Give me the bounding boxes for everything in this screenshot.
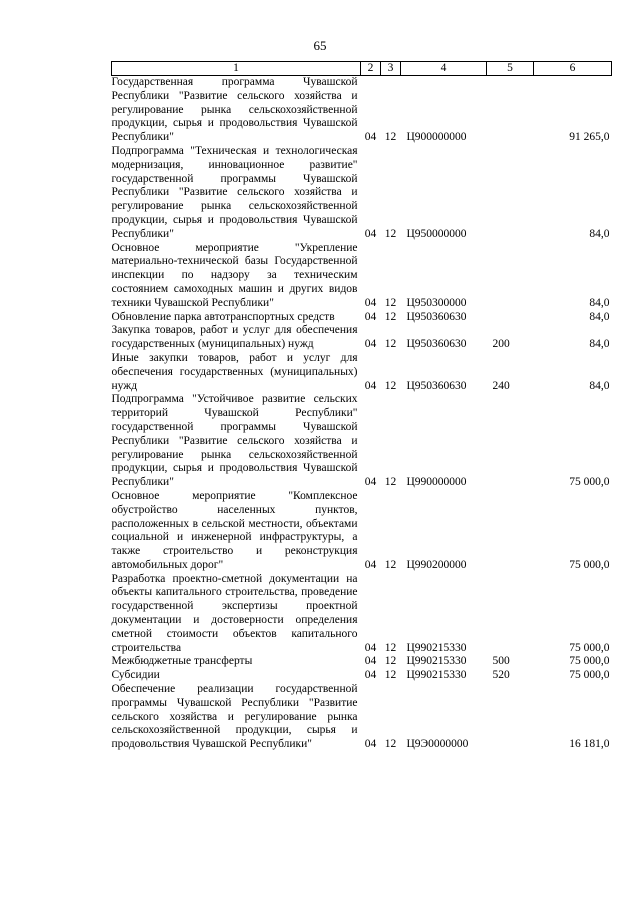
table-row [112, 393, 612, 490]
row-subsection: 12 [384, 227, 397, 240]
header-col-1: 1 [112, 62, 361, 76]
table-row [112, 669, 612, 683]
row-subsection: 12 [384, 669, 397, 682]
row-target-article: Ц900000000 [406, 131, 467, 144]
row-name: Обновление парка автотранспортных средств [111, 310, 335, 323]
row-amount: 75 000,0 [569, 641, 610, 654]
table-row [112, 490, 612, 573]
row-expense-type: 200 [492, 338, 510, 351]
row-amount: 75 000,0 [569, 558, 610, 571]
table-row [112, 573, 612, 656]
row-subsection: 12 [384, 738, 397, 751]
row-section: 04 [364, 131, 377, 144]
page-number: 65 [313, 38, 327, 53]
row-target-article: Ц990200000 [406, 558, 467, 571]
row-name: Основное мероприятие "Комплексное обустройство населенных пунктов, расположенных в сельской местности, объектами социальной и инженерной инфраструктуры, а также строительство и реконструкция автомобильных дорог" [111, 489, 358, 571]
budget-table [111, 61, 612, 752]
row-target-article: Ц950360630 [406, 379, 467, 392]
row-subsection: 12 [384, 131, 397, 144]
row-amount: 16 181,0 [569, 738, 610, 751]
row-section: 04 [364, 310, 377, 323]
table-row [112, 655, 612, 669]
table-header [112, 62, 612, 76]
row-expense-type [487, 311, 534, 325]
row-expense-type [487, 145, 534, 242]
row-target-article: Ц950360630 [406, 310, 467, 323]
row-name: Закупка товаров, работ и услуг для обеспечения государственных (муниципальных) нужд [111, 324, 358, 351]
row-name: Основное мероприятие "Укрепление материально-технической базы Государственной инспекции по надзору за техническим состоянием самоходных машин и других видов техники Чувашской Республики" [111, 241, 358, 309]
row-section: 04 [364, 641, 377, 654]
row-section: 04 [364, 338, 377, 351]
row-target-article: Ц990000000 [406, 476, 467, 489]
row-expense-type: 520 [492, 669, 510, 682]
table-row [112, 242, 612, 311]
row-target-article: Ц990215330 [406, 641, 467, 654]
row-amount: 84,0 [589, 379, 610, 392]
row-expense-type [487, 242, 534, 311]
row-subsection: 12 [384, 655, 397, 668]
table-row [112, 683, 612, 752]
row-amount: 84,0 [589, 227, 610, 240]
row-target-article: Ц950000000 [406, 227, 467, 240]
header-col-4: 4 [401, 62, 487, 76]
row-expense-type: 240 [492, 379, 510, 392]
row-target-article: Ц950360630 [406, 338, 467, 351]
row-amount: 75 000,0 [569, 655, 610, 668]
row-subsection: 12 [384, 558, 397, 571]
table-row [112, 145, 612, 242]
row-subsection: 12 [384, 310, 397, 323]
row-amount: 75 000,0 [569, 476, 610, 489]
row-amount: 84,0 [589, 310, 610, 323]
row-expense-type [487, 393, 534, 490]
row-subsection: 12 [384, 296, 397, 309]
row-section: 04 [364, 227, 377, 240]
row-section: 04 [364, 476, 377, 489]
row-expense-type [487, 76, 534, 145]
header-col-6: 6 [534, 62, 612, 76]
row-amount: 91 265,0 [569, 131, 610, 144]
header-row [112, 62, 612, 76]
row-amount: 84,0 [589, 338, 610, 351]
header-col-3: 3 [381, 62, 401, 76]
row-subsection: 12 [384, 641, 397, 654]
row-subsection: 12 [384, 476, 397, 489]
row-amount: 84,0 [589, 296, 610, 309]
table-body [112, 76, 612, 753]
row-name: Межбюджетные трансферты [111, 655, 253, 668]
table-row [112, 311, 612, 325]
row-target-article: Ц9Э0000000 [406, 738, 469, 751]
row-section: 04 [364, 379, 377, 392]
row-name: Подпрограмма "Техническая и технологическая модернизация, инновационное развитие" государственной программы Чувашской Республики "Развитие сельского хозяйства и регулирование рынка сельскохозяйственной продукции, сырья и продовольствия Чувашской Республики" [111, 144, 358, 240]
row-expense-type [487, 573, 534, 656]
row-name: Подпрограмма "Устойчивое развитие сельских территорий Чувашской Республики" государственной программы Чувашской Республики "Развитие сельского хозяйства и регулирование рынка сельскохозяйственной продукции, сырья и продовольствия Чувашской Республики" [111, 393, 358, 489]
row-name: Иные закупки товаров, работ и услуг для обеспечения государственных (муниципальных) нужд [111, 351, 358, 392]
header-col-5: 5 [487, 62, 534, 76]
row-section: 04 [364, 655, 377, 668]
row-section: 04 [364, 558, 377, 571]
table-row [112, 76, 612, 145]
row-subsection: 12 [384, 379, 397, 392]
row-subsection: 12 [384, 338, 397, 351]
header-col-2: 2 [361, 62, 381, 76]
row-name: Субсидии [111, 669, 160, 682]
row-section: 04 [364, 738, 377, 751]
row-amount: 75 000,0 [569, 669, 610, 682]
row-name: Разработка проектно-сметной документации на объекты капитального строительства, проведение государственной экспертизы проектной документации и достоверности определения сметной стоимости объектов капитального строительства [111, 572, 358, 654]
table-row [112, 352, 612, 393]
row-expense-type [487, 490, 534, 573]
row-expense-type [487, 683, 534, 752]
row-target-article: Ц990215330 [406, 655, 467, 668]
row-expense-type: 500 [492, 655, 510, 668]
row-target-article: Ц950300000 [406, 296, 467, 309]
row-name: Обеспечение реализации государственной программы Чувашской Республики "Развитие сельского хозяйства и регулирование рынка сельскохозяйственной продукции, сырья и продовольствия Чувашской Республики" [111, 683, 358, 751]
row-name: Государственная программа Чувашской Республики "Развитие сельского хозяйства и регулирование рынка сельскохозяйственной продукции, сырья и продовольствия Чувашской Республики" [111, 76, 358, 144]
table-row [112, 324, 612, 352]
row-target-article: Ц990215330 [406, 669, 467, 682]
row-section: 04 [364, 296, 377, 309]
row-section: 04 [364, 669, 377, 682]
